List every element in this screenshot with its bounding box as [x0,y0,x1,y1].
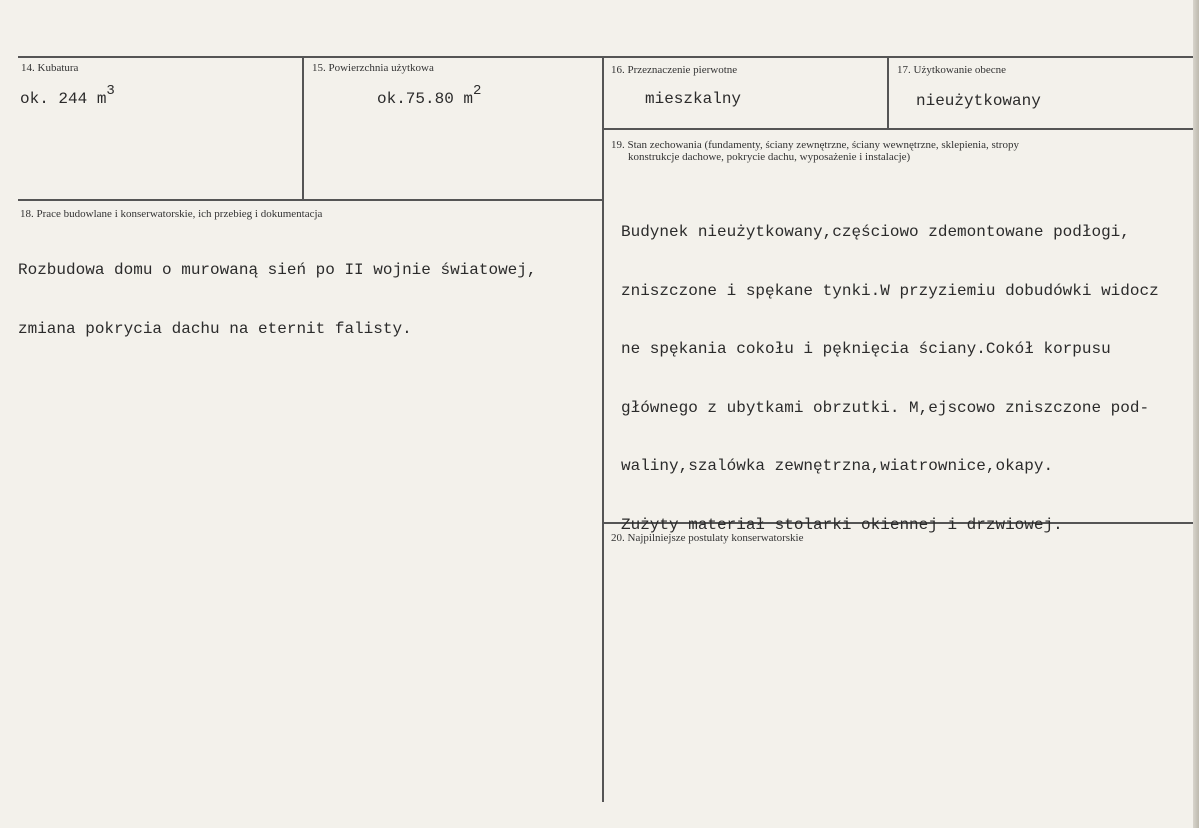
field-14-text: ok. 244 m [20,90,107,108]
field-15-value [377,83,482,111]
field-19-text [621,184,1159,574]
field-20-label: 20. Najpilniejsze postulaty konserwatorskie [611,532,804,544]
field-14-unit-superscript: 3 [106,83,115,99]
field-19-label-line-1: 19. Stan zechowania (fundamenty, ściany zewnętrzne, ściany wewnętrzne, sklepienia, stropy [611,139,1019,151]
field-19-line: Budynek nieużytkowany,częściowo zdemontowane podłogi, [621,223,1130,241]
field-19-line: Zużyty materiał stolarki okiennej i drzwiowej. [621,515,1063,534]
field-19-line: głównego z ubytkami obrzutki. M,ejscowo zniszczone pod- [621,398,1150,417]
field-16-label: 16. Przeznaczenie pierwotne [611,64,738,76]
card-edge [1193,0,1199,828]
field-18-line: zmiana pokrycia dachu na eternit falisty. [18,319,412,338]
field-16-value: mieszkalny [645,90,742,108]
field-15-text: ok.75.80 m [377,90,474,108]
field-19-line: zniszczone i spękane tynki.W przyziemiu dobudówki widocz [621,281,1159,300]
field-14-value [20,83,115,111]
rule-above-18 [18,199,604,201]
top-rule [18,56,1197,58]
field-19-label-line-2: konstrukcje dachowe, pokrycie dachu, wyposażenie i instalacje) [628,151,911,163]
field-18-label: 18. Prace budowlane i konserwatorskie, ich przebieg i dokumentacja [20,208,323,220]
divider-14-15 [302,56,304,201]
field-14-label: 14. Kubatura [21,62,79,74]
divider-16-17 [887,56,889,129]
field-17-label: 17. Użytkowanie obecne [897,64,1007,76]
field-15-label: 15. Powierzchnia użytkowa [312,62,434,74]
field-17-value: nieużytkowany [916,92,1041,110]
center-divider [602,56,604,802]
field-19-line: waliny,szalówka zewnętrzna,wiatrownice,okapy. [621,457,1054,475]
field-18-line: Rozbudowa domu o murowaną sień po II wojnie światowej, [18,261,537,279]
rule-above-19 [604,128,1197,130]
field-15-unit-superscript: 2 [473,83,482,99]
field-19-line: ne spękania cokołu i pęknięcia ściany.Cokół korpusu [621,340,1111,358]
field-18-text [18,222,536,378]
